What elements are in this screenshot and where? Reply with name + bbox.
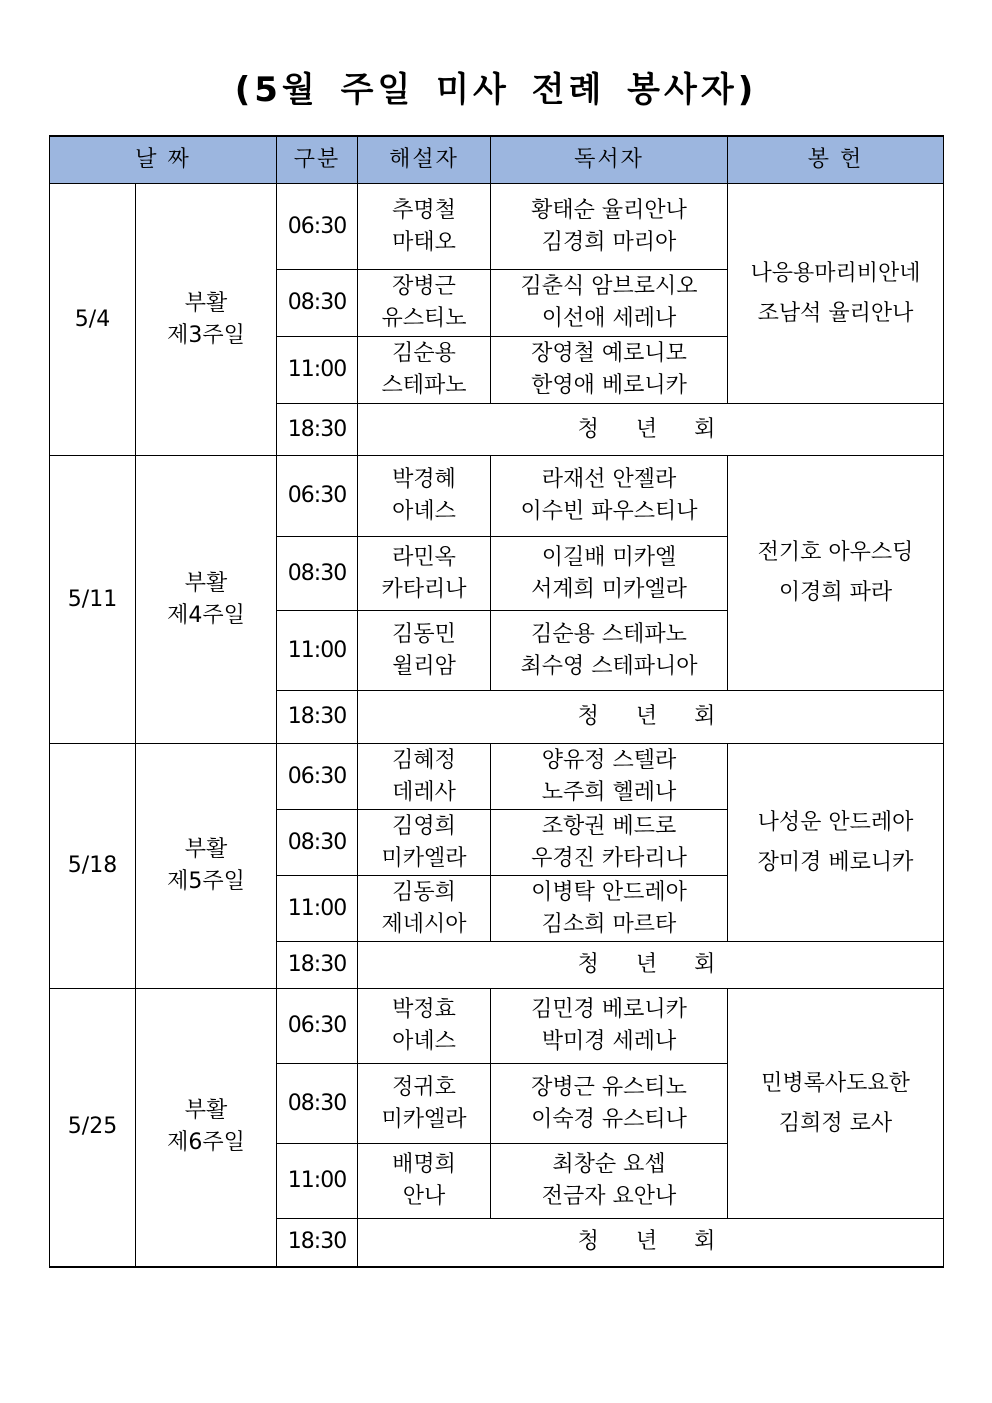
reader-line: 한영애 베로니카 (531, 373, 687, 398)
time-cell: 08:30 (277, 270, 358, 337)
sunday-cell (136, 989, 277, 1267)
commentator-cell (358, 1144, 491, 1219)
reader-cell (491, 537, 728, 611)
time-cell: 11:00 (277, 1144, 358, 1219)
sunday-line: 제3주일 (167, 322, 245, 348)
reader-cell (491, 1144, 728, 1219)
page-title: (5월 주일 미사 전례 봉사자) (234, 70, 758, 110)
reader-line: 김소희 마르타 (541, 911, 677, 937)
reader-line: 이숙경 유스티나 (531, 1106, 687, 1132)
header-row (50, 136, 944, 184)
offering-line: 김희정 로사 (778, 1110, 893, 1136)
time-cell: 06:30 (277, 989, 358, 1064)
reader-line: 이병탁 안드레아 (531, 879, 687, 905)
commentator-line: 장병근 (392, 274, 456, 299)
time-cell: 11:00 (277, 337, 358, 404)
commentator-line: 아녜스 (392, 1029, 456, 1054)
commentator-line: 김동민 (392, 621, 456, 647)
reader-cell (491, 1064, 728, 1144)
reader-line: 김순용 스테파노 (531, 621, 687, 647)
commentator-cell (358, 876, 491, 942)
commentator-line: 미카엘라 (381, 1106, 467, 1132)
offering-line: 조남석 율리안나 (757, 300, 914, 326)
time-cell: 18:30 (277, 942, 358, 989)
youth-group-cell: 청 년 회 (358, 404, 944, 456)
commentator-line: 스테파노 (381, 373, 467, 398)
commentator-cell (358, 184, 491, 270)
reader-line: 이수빈 파우스티나 (520, 499, 698, 524)
sunday-line: 제6주일 (167, 1130, 245, 1156)
sunday-line: 제5주일 (167, 869, 245, 894)
commentator-line: 박경혜 (392, 467, 456, 492)
commentator-cell (358, 611, 491, 691)
time-cell: 06:30 (277, 744, 358, 810)
time-cell: 18:30 (277, 404, 358, 456)
commentator-line: 김혜정 (392, 747, 456, 773)
reader-line: 황태순 율리안나 (531, 197, 687, 223)
commentator-cell (358, 270, 491, 337)
offering-cell (728, 989, 944, 1219)
reader-line: 김민경 베로니카 (531, 997, 687, 1022)
mass-row (50, 456, 944, 537)
commentator-cell (358, 989, 491, 1064)
commentator-line: 마태오 (392, 229, 456, 255)
commentator-line: 윌리암 (392, 653, 456, 679)
reader-cell (491, 337, 728, 404)
reader-cell (491, 876, 728, 942)
reader-line: 최창순 요셉 (552, 1152, 666, 1177)
sunday-cell (136, 456, 277, 744)
time-cell: 18:30 (277, 1219, 358, 1267)
commentator-line: 정귀호 (392, 1074, 456, 1100)
reader-line: 양유정 스텔라 (541, 747, 677, 773)
reader-cell (491, 810, 728, 876)
sunday-line: 부활 (184, 837, 228, 862)
commentator-line: 안나 (402, 1184, 446, 1209)
commentator-line: 제네시아 (381, 911, 467, 937)
reader-line: 라재선 안젤라 (541, 467, 677, 492)
reader-line: 서계희 미카엘라 (531, 576, 687, 602)
reader-line: 이길배 미카엘 (541, 544, 677, 570)
mass-row (50, 989, 944, 1064)
sunday-cell (136, 184, 277, 456)
commentator-cell (358, 537, 491, 611)
date-cell: 5/25 (50, 989, 136, 1267)
offering-cell (728, 184, 944, 404)
mass-row (50, 744, 944, 810)
mass-row (50, 184, 944, 270)
commentator-line: 배명희 (392, 1152, 456, 1177)
commentator-line: 유스티노 (381, 306, 467, 331)
youth-group-cell: 청 년 회 (358, 691, 944, 744)
commentator-cell (358, 1064, 491, 1144)
header-offering: 봉 헌 (728, 136, 944, 184)
offering-line: 민병록사도요한 (761, 1070, 910, 1096)
commentator-line: 미카엘라 (381, 845, 467, 871)
reader-line: 김춘식 암브로시오 (520, 274, 698, 299)
commentator-cell (358, 456, 491, 537)
reader-line: 노주희 헬레나 (541, 779, 677, 805)
time-cell: 18:30 (277, 691, 358, 744)
offering-line: 전기호 아우스딩 (757, 540, 914, 565)
reader-line: 이선애 세레나 (541, 306, 677, 331)
commentator-line: 김동희 (392, 879, 456, 905)
date-cell: 5/4 (50, 184, 136, 456)
commentator-line: 추명철 (392, 197, 456, 223)
header-time: 구분 (277, 136, 358, 184)
youth-group-cell: 청 년 회 (358, 942, 944, 989)
reader-line: 우경진 카타리나 (531, 845, 687, 871)
date-cell: 5/11 (50, 456, 136, 744)
reader-line: 장병근 유스티노 (531, 1074, 687, 1100)
header-commentator: 해설자 (358, 136, 491, 184)
commentator-line: 박정효 (392, 997, 456, 1022)
reader-cell (491, 184, 728, 270)
commentator-line: 데레사 (392, 779, 456, 805)
reader-cell (491, 989, 728, 1064)
date-cell: 5/18 (50, 744, 136, 989)
offering-line: 나성운 안드레아 (757, 809, 914, 835)
header-date: 날 짜 (50, 136, 277, 184)
commentator-line: 김순용 (392, 341, 456, 366)
commentator-cell (358, 744, 491, 810)
time-cell: 06:30 (277, 456, 358, 537)
time-cell: 06:30 (277, 184, 358, 270)
reader-line: 김경희 마리아 (541, 229, 677, 255)
schedule-body (50, 184, 944, 1267)
reader-line: 장영철 예로니모 (531, 341, 687, 366)
reader-line: 전금자 요안나 (541, 1184, 677, 1209)
commentator-line: 라민옥 (392, 544, 456, 570)
reader-cell (491, 611, 728, 691)
sunday-line: 부활 (184, 570, 228, 596)
reader-cell (491, 744, 728, 810)
commentator-line: 아녜스 (392, 499, 456, 524)
commentator-cell (358, 810, 491, 876)
offering-line: 장미경 베로니카 (757, 849, 914, 875)
sunday-line: 제4주일 (167, 602, 245, 628)
offering-cell (728, 744, 944, 942)
offering-line: 이경희 파라 (778, 580, 893, 605)
header-reader: 독서자 (491, 136, 728, 184)
reader-line: 최수영 스테파니아 (520, 653, 698, 679)
time-cell: 11:00 (277, 876, 358, 942)
commentator-cell (358, 337, 491, 404)
offering-line: 나응용마리비안네 (750, 260, 921, 286)
sunday-line: 부활 (184, 1098, 228, 1124)
commentator-line: 김영희 (392, 813, 456, 839)
time-cell: 08:30 (277, 537, 358, 611)
sunday-cell (136, 744, 277, 989)
reader-line: 조항권 베드로 (541, 813, 677, 839)
youth-group-cell: 청 년 회 (358, 1219, 944, 1267)
commentator-line: 카타리나 (381, 576, 467, 602)
time-cell: 11:00 (277, 611, 358, 691)
reader-line: 박미경 세레나 (541, 1029, 677, 1054)
offering-cell (728, 456, 944, 691)
sunday-line: 부활 (184, 290, 228, 316)
reader-cell (491, 456, 728, 537)
time-cell: 08:30 (277, 810, 358, 876)
reader-cell (491, 270, 728, 337)
schedule-table (49, 135, 944, 1268)
time-cell: 08:30 (277, 1064, 358, 1144)
